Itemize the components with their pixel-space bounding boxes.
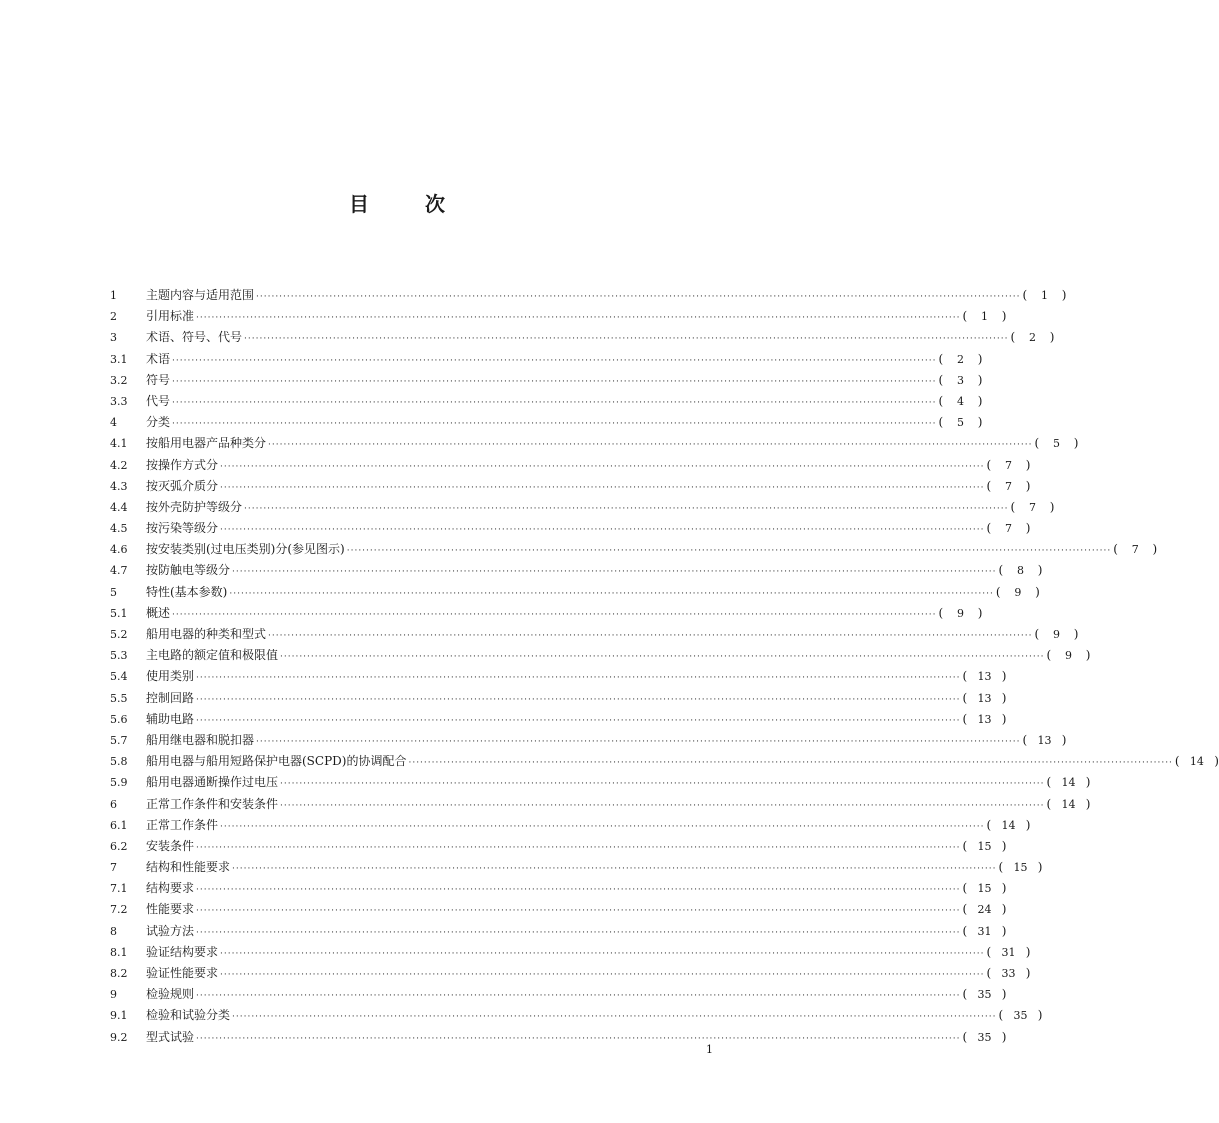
toc-entry — [110, 497, 1055, 518]
toc-entry — [110, 688, 1007, 709]
toc-entry-page: ( 15 ) — [998, 857, 1042, 878]
toc-entry-page: ( 8 ) — [998, 560, 1042, 581]
toc-entry-number: 2 — [110, 310, 117, 324]
toc-entry-page: ( 2 ) — [938, 349, 982, 370]
toc-entry-page: ( 14 ) — [1046, 794, 1090, 815]
dot-leader — [172, 351, 936, 372]
dot-leader — [172, 605, 936, 626]
toc-page-number: 7 — [1004, 522, 1012, 536]
toc-entry-number: 4.6 — [110, 543, 128, 557]
toc-entry-number: 1 — [110, 289, 117, 302]
toc-entry-title: 结构要求 — [146, 881, 195, 896]
toc-entry-number: 6.2 — [110, 839, 128, 853]
toc-entry — [110, 794, 1091, 815]
toc-entry-page: ( 9 ) — [1034, 624, 1078, 645]
toc-page-number: 9 — [1014, 585, 1022, 599]
toc-entry-number: 5.6 — [110, 712, 128, 726]
toc-entry — [110, 772, 1091, 793]
toc-entry-title: 验证结构要求 — [146, 944, 219, 959]
dot-leader — [196, 901, 960, 922]
toc-entry-number: 5.2 — [110, 628, 128, 641]
toc-entry-page: ( 35 ) — [962, 984, 1006, 1005]
toc-page-number: 14 — [1061, 797, 1076, 811]
toc-entry-number: 4.7 — [110, 564, 128, 578]
toc-entry-number: 4.3 — [110, 479, 128, 493]
toc-page-number: 15 — [977, 882, 992, 896]
dot-leader — [196, 1029, 960, 1050]
toc-entry — [110, 412, 983, 433]
toc-entry-page: ( 7 ) — [986, 518, 1030, 539]
toc-entry — [110, 603, 983, 624]
toc-entry — [110, 539, 1158, 560]
toc-entry-number: 3.1 — [110, 352, 128, 366]
toc-entry-title: 验证性能要求 — [146, 966, 219, 980]
toc-entry-number: 7.1 — [110, 882, 128, 896]
toc-entry-number: 5.3 — [110, 649, 128, 663]
toc-entry — [110, 666, 1007, 687]
toc-entry — [110, 836, 1007, 857]
dot-leader — [244, 499, 1008, 520]
dot-leader — [256, 287, 1020, 308]
toc-entry — [110, 433, 1079, 454]
toc-page-number: 2 — [1028, 331, 1036, 345]
toc-page-number: 35 — [1013, 1009, 1028, 1023]
toc-entry-number: 3.3 — [110, 394, 128, 408]
toc-entry-page: ( 13 ) — [962, 666, 1006, 687]
toc-page-number: 9 — [1064, 649, 1072, 663]
toc-entry-page: ( 15 ) — [962, 836, 1006, 857]
toc-entry-page: ( 14 ) — [1175, 751, 1219, 772]
toc-entry-page: ( 13 ) — [962, 688, 1006, 709]
dot-leader — [196, 711, 960, 732]
toc-entry — [110, 560, 1043, 581]
toc-entry-title: 符号 — [146, 372, 171, 387]
toc-entry-title: 检验规则 — [146, 987, 195, 1002]
toc-entry-number: 5.5 — [110, 691, 128, 705]
toc-entry-number: 6.1 — [110, 818, 128, 832]
toc-entry-title: 控制回路 — [146, 690, 195, 705]
toc-entry-page: ( 31 ) — [962, 921, 1006, 942]
toc-entry — [110, 645, 1091, 666]
toc-entry — [110, 730, 1067, 751]
toc-entry-number: 7 — [110, 861, 117, 875]
dot-leader — [232, 859, 996, 880]
toc-entry-number: 4.4 — [110, 500, 128, 514]
dot-leader — [196, 668, 960, 689]
dot-leader — [220, 457, 984, 478]
toc-entry — [110, 582, 1040, 603]
toc-entry-title: 按外壳防护等级分 — [146, 499, 243, 514]
dot-leader — [172, 393, 936, 414]
toc-entry-title: 按灭弧介质分 — [146, 478, 219, 493]
toc-entry-title: 概述 — [146, 605, 171, 620]
dot-leader — [280, 774, 1044, 795]
toc-entry-number: 8 — [110, 924, 117, 938]
toc-page-number: 5 — [1052, 437, 1060, 451]
dot-leader — [172, 414, 936, 435]
toc-entry-page: ( 7 ) — [1113, 539, 1157, 560]
dot-leader — [196, 690, 960, 711]
toc-entry — [110, 624, 1079, 645]
toc-page-number: 13 — [977, 691, 992, 705]
toc-entry-title: 特性(基本参数) — [146, 584, 228, 599]
title-char-1: 目 — [349, 192, 369, 216]
dot-leader — [229, 584, 993, 605]
dot-leader — [232, 562, 996, 583]
dot-leader — [196, 880, 960, 901]
toc-entry-number: 9 — [110, 988, 117, 1002]
toc-entry-title: 术语、符号、代号 — [146, 330, 243, 345]
toc-entry-title: 术语 — [146, 351, 171, 366]
toc-entry-number: 4.1 — [110, 437, 128, 451]
toc-entry-page: ( 9 ) — [1046, 645, 1090, 666]
toc-entry — [110, 476, 1031, 497]
toc-page-number: 35 — [977, 988, 992, 1002]
title-char-2: 次 — [425, 192, 445, 216]
dot-leader — [408, 753, 1172, 774]
toc-entry — [110, 751, 1219, 772]
toc-entry-title: 船用电器与船用短路保护电器(SCPD)的协调配合 — [146, 754, 407, 769]
toc-entry — [110, 349, 983, 370]
toc-entry — [110, 306, 1007, 327]
toc-entry-number: 5.8 — [110, 755, 128, 769]
toc-entry-page: ( 15 ) — [962, 878, 1006, 899]
toc-page-number: 14 — [1001, 818, 1016, 832]
dot-leader — [220, 520, 984, 541]
toc-entry — [110, 815, 1031, 836]
toc-page-number: 5 — [956, 416, 964, 430]
toc-entry-title: 按污染等级分 — [146, 521, 219, 536]
toc-page-number: 1 — [1040, 289, 1048, 302]
toc-entry-title: 结构和性能要求 — [146, 860, 231, 875]
toc-entry-page: ( 9 ) — [938, 603, 982, 624]
toc-entry-title: 按船用电器产品种类分 — [146, 436, 267, 451]
toc-entry-number: 4 — [110, 416, 117, 430]
toc-entry-page: ( 31 ) — [986, 942, 1030, 963]
toc-entry-title: 按安装类别(过电压类别)分(参见图示) — [146, 542, 345, 557]
toc-entry-page: ( 7 ) — [986, 455, 1030, 476]
toc-page-number: 7 — [1028, 500, 1036, 514]
page-title — [0, 188, 794, 217]
toc-entry-number: 3 — [110, 331, 117, 345]
toc-page-number: 14 — [1189, 755, 1204, 769]
dot-leader — [280, 796, 1044, 817]
toc-entry-page: ( 3 ) — [938, 370, 982, 391]
toc-entry-page: ( 13 ) — [962, 709, 1006, 730]
toc-entry-page: ( 9 ) — [996, 582, 1040, 603]
toc-page-number: 13 — [977, 670, 992, 684]
toc-page-number: 24 — [977, 903, 992, 917]
dot-leader — [280, 647, 1044, 668]
dot-leader — [196, 308, 960, 329]
toc-entry-page: ( 35 ) — [962, 1027, 1006, 1048]
toc-entry-title: 使用类别 — [146, 669, 195, 684]
toc-page-number: 31 — [1001, 945, 1016, 959]
dot-leader — [256, 732, 1020, 753]
page-number: 1 — [706, 1043, 713, 1056]
toc-page-number: 14 — [1061, 776, 1076, 790]
toc-entry-number: 4.5 — [110, 522, 128, 536]
toc-entry-page: ( 33 ) — [986, 963, 1030, 984]
dot-leader — [196, 986, 960, 1007]
toc-entry — [110, 857, 1043, 878]
toc-page-number: 8 — [1016, 564, 1024, 578]
toc-entry-title: 船用电器的种类和型式 — [146, 627, 267, 641]
toc-entry-title: 引用标准 — [146, 309, 195, 324]
table-of-contents — [110, 285, 1219, 1048]
toc-entry-number: 5.1 — [110, 606, 128, 620]
toc-entry-title: 正常工作条件 — [146, 817, 219, 832]
dot-leader — [172, 372, 936, 393]
dot-leader — [220, 478, 984, 499]
toc-entry — [110, 518, 1031, 539]
toc-entry-title: 按操作方式分 — [146, 457, 219, 472]
toc-entry-page: ( 14 ) — [986, 815, 1030, 836]
toc-entry-page: ( 5 ) — [1034, 433, 1078, 454]
toc-entry — [110, 1005, 1043, 1026]
toc-entry-number: 9.2 — [110, 1030, 128, 1044]
toc-page-number: 13 — [1037, 733, 1052, 747]
toc-entry-page: ( 13 ) — [1022, 730, 1066, 751]
dot-leader — [220, 944, 984, 965]
toc-entry-title: 主题内容与适用范围 — [146, 288, 255, 302]
toc-entry-title: 船用电器通断操作过电压 — [146, 775, 279, 790]
toc-entry-number: 3.2 — [110, 373, 128, 387]
toc-entry-page: ( 4 ) — [938, 391, 982, 412]
toc-entry-page: ( 1 ) — [962, 306, 1006, 327]
toc-entry-number: 9.1 — [110, 1009, 128, 1023]
toc-page-number: 15 — [977, 839, 992, 853]
dot-leader — [196, 838, 960, 859]
toc-entry-page: ( 1 ) — [1022, 285, 1066, 306]
toc-entry-page: ( 35 ) — [998, 1005, 1042, 1026]
dot-leader — [244, 329, 1008, 350]
toc-entry — [110, 709, 1007, 730]
dot-leader — [232, 1007, 996, 1028]
toc-page-number: 9 — [956, 606, 964, 620]
toc-entry-number: 5 — [110, 585, 117, 599]
dot-leader — [220, 965, 984, 986]
toc-entry-number: 5.7 — [110, 733, 128, 747]
toc-entry — [110, 942, 1031, 963]
toc-entry-title: 辅助电路 — [146, 711, 195, 726]
toc-entry-title: 分类 — [146, 415, 171, 430]
toc-entry-title: 主电路的额定值和极限值 — [146, 648, 279, 663]
toc-entry-page: ( 7 ) — [986, 476, 1030, 497]
toc-page-number: 15 — [1013, 861, 1028, 875]
dot-leader — [347, 541, 1111, 562]
toc-entry-title: 安装条件 — [146, 838, 195, 853]
toc-entry-number: 6 — [110, 797, 117, 811]
toc-entry-page: ( 5 ) — [938, 412, 982, 433]
dot-leader — [268, 435, 1032, 456]
toc-page-number: 2 — [956, 352, 964, 366]
toc-page-number: 31 — [977, 924, 992, 938]
toc-page-number: 9 — [1052, 628, 1060, 641]
toc-entry-title: 检验和试验分类 — [146, 1008, 231, 1023]
toc-page-number: 3 — [956, 373, 964, 387]
toc-entry-title: 正常工作条件和安装条件 — [146, 796, 279, 811]
toc-page-number: 4 — [956, 394, 964, 408]
toc-page-number: 7 — [1004, 479, 1012, 493]
toc-entry-page: ( 14 ) — [1046, 772, 1090, 793]
toc-entry — [110, 921, 1007, 942]
toc-entry-title: 按防触电等级分 — [146, 563, 231, 578]
toc-entry-title: 型式试验 — [146, 1029, 195, 1044]
toc-entry — [110, 455, 1031, 476]
toc-entry-title: 船用继电器和脱扣器 — [146, 732, 255, 747]
toc-entry-number: 4.2 — [110, 458, 128, 472]
toc-entry-title: 性能要求 — [146, 902, 195, 917]
toc-entry-number: 7.2 — [110, 903, 128, 917]
toc-entry — [110, 984, 1007, 1005]
toc-entry — [110, 899, 1007, 920]
toc-entry — [110, 327, 1055, 348]
toc-entry — [110, 391, 983, 412]
toc-entry-page: ( 7 ) — [1010, 497, 1054, 518]
dot-leader — [196, 923, 960, 944]
toc-page-number: 7 — [1131, 543, 1139, 557]
toc-entry — [110, 878, 1007, 899]
dot-leader — [268, 626, 1032, 647]
toc-entry — [110, 285, 1067, 306]
toc-entry-number: 8.1 — [110, 945, 128, 959]
toc-page-number: 1 — [980, 310, 988, 324]
toc-page-number: 33 — [1001, 967, 1016, 980]
toc-entry-title: 试验方法 — [146, 923, 195, 938]
toc-page-number: 7 — [1004, 458, 1012, 472]
toc-entry-number: 5.9 — [110, 776, 128, 790]
toc-page-number: 13 — [977, 712, 992, 726]
toc-entry-page: ( 2 ) — [1010, 327, 1054, 348]
dot-leader — [220, 817, 984, 838]
toc-entry-number: 5.4 — [110, 670, 128, 684]
toc-entry-title: 代号 — [146, 393, 171, 408]
toc-entry — [110, 963, 1031, 984]
toc-entry — [110, 1027, 1007, 1048]
toc-entry-page: ( 24 ) — [962, 899, 1006, 920]
toc-page-number: 35 — [977, 1030, 992, 1044]
toc-entry-number: 8.2 — [110, 967, 128, 980]
toc-entry — [110, 370, 983, 391]
